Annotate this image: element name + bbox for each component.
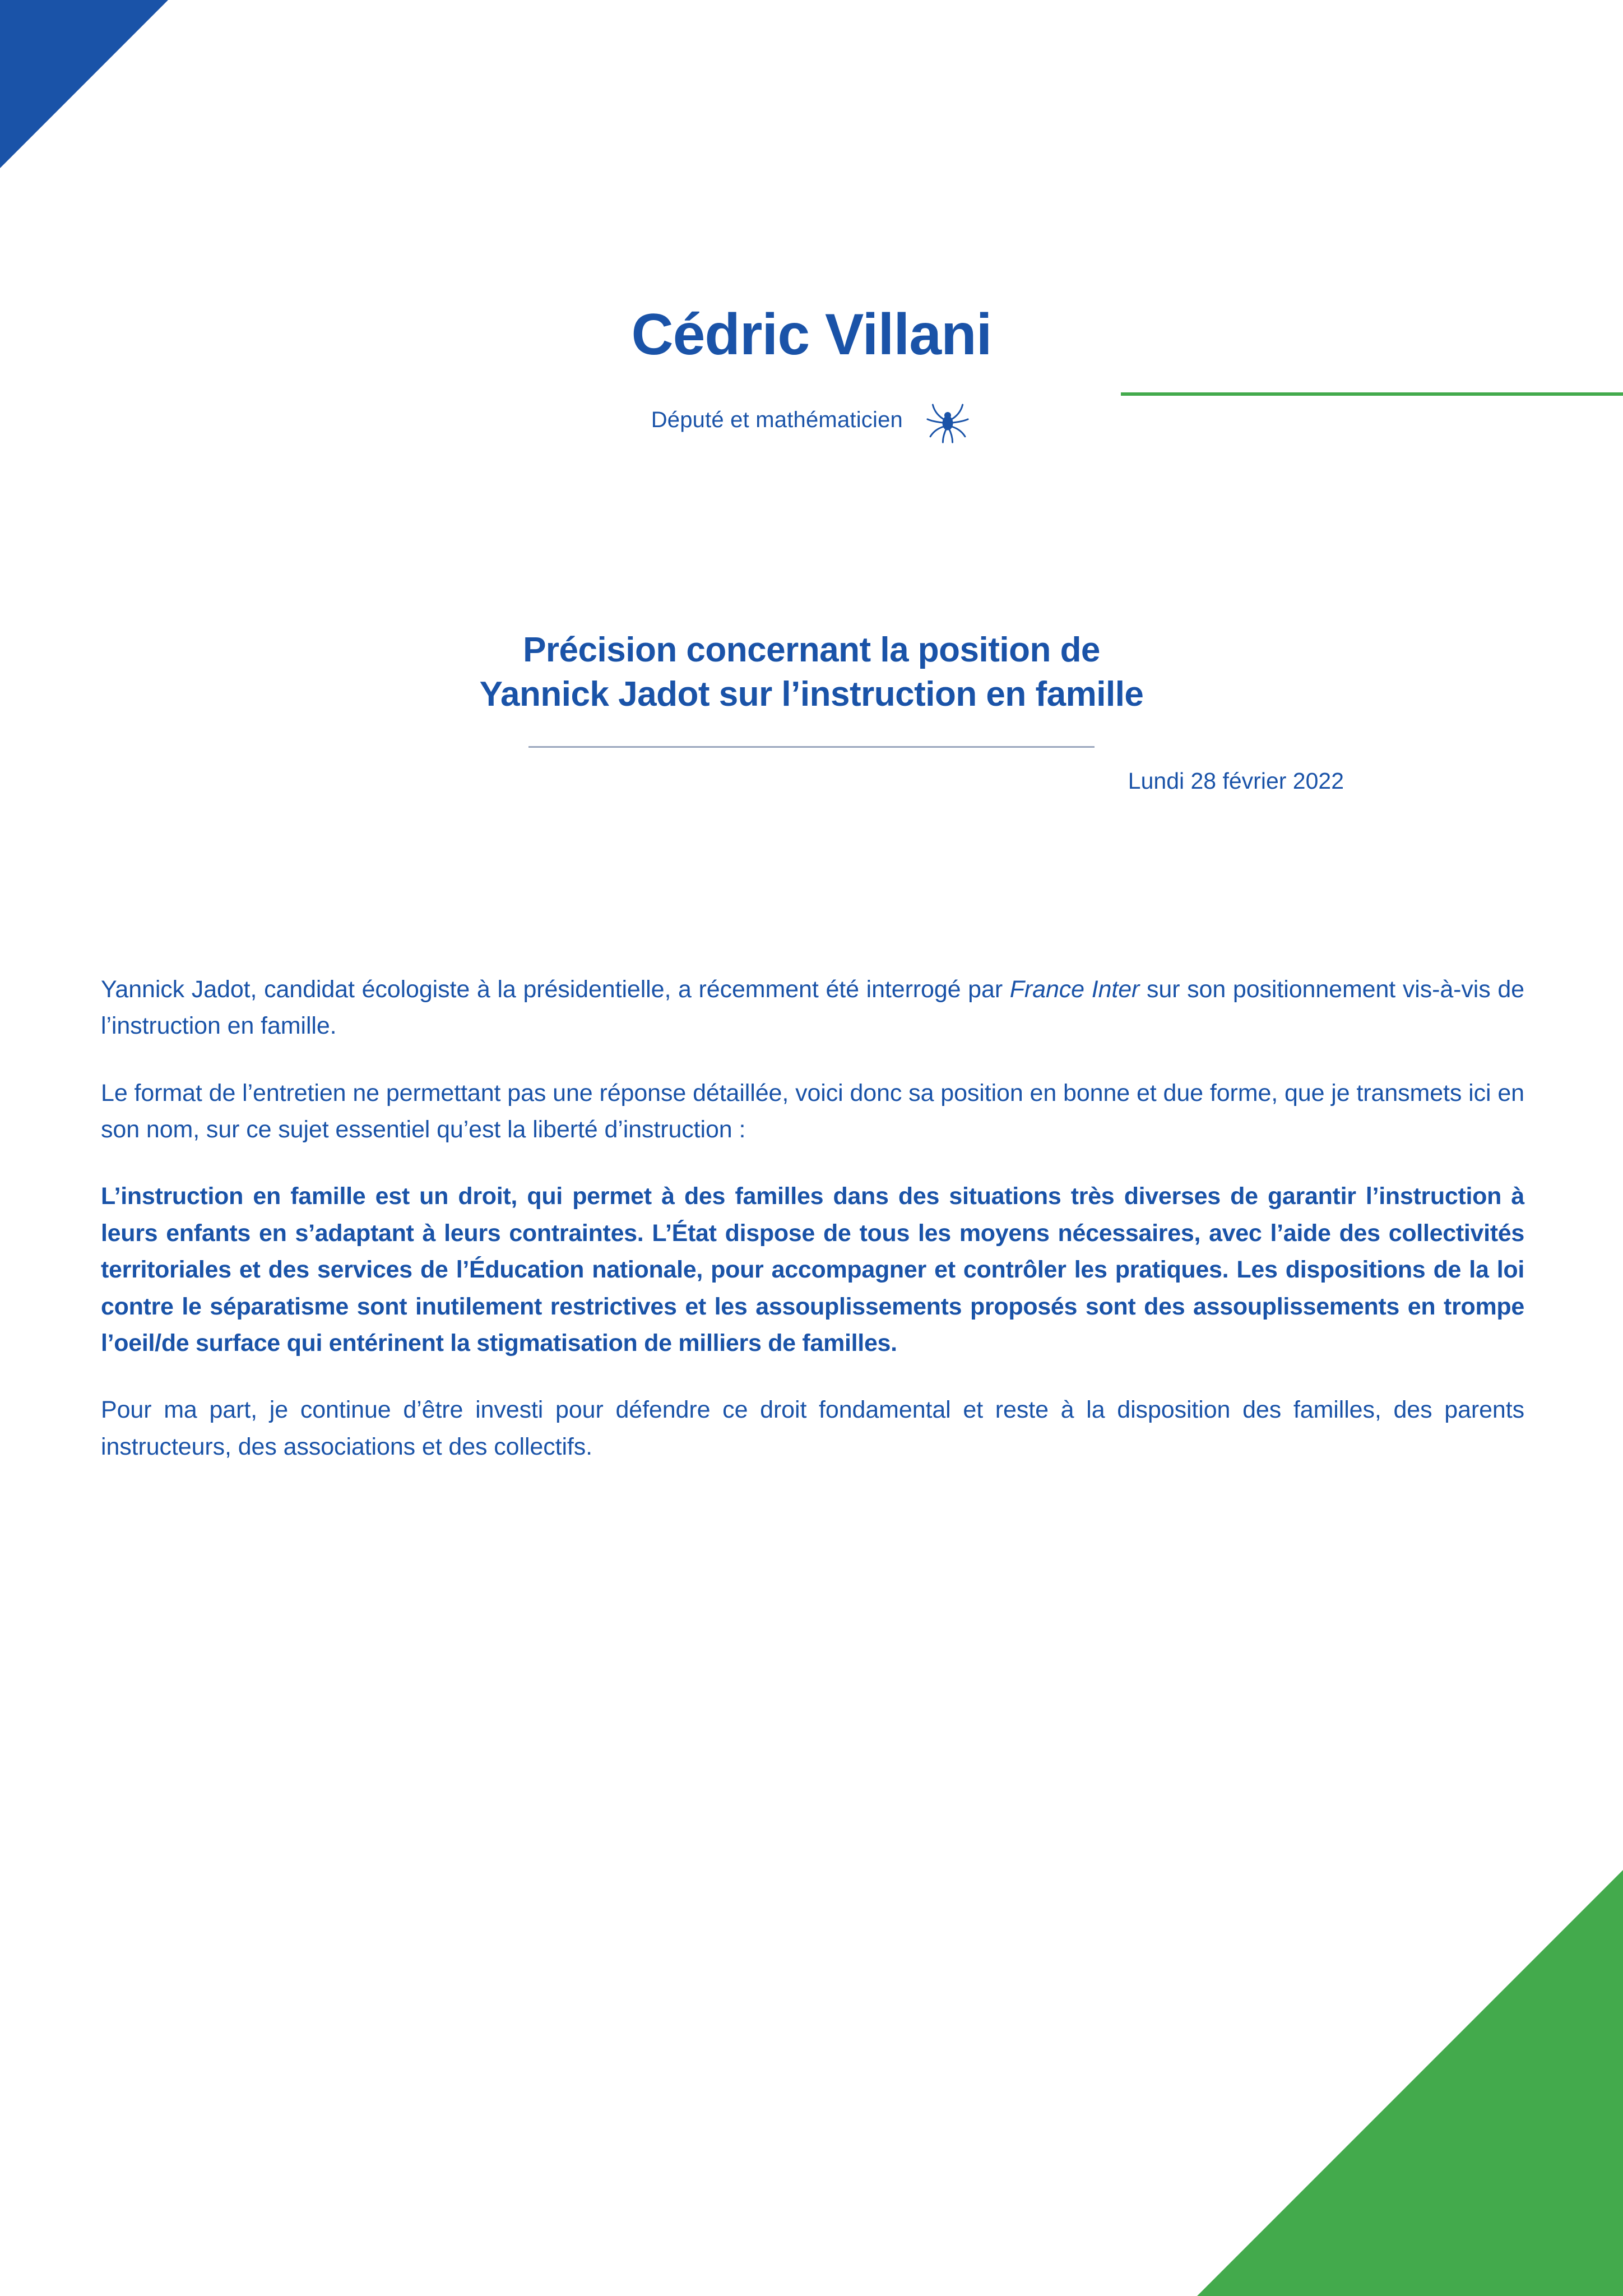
paragraph-3-statement: L’instruction en famille est un droit, qui permet à des familles dans des situations très diverses de garantir l’instruction à leurs enfants en s’adaptant à leurs contraintes. L’État dispose de tous les moyens nécessaires, avec l’aide des collectivités territoriales et des services de l’Éducation nationale, pour accompagner et contrôler les pratiques. Les dispositions de la loi contre le séparatisme sont inutilement restrictives et les assouplissements proposés sont des assouplissements en trompe l’oeil/de surface qui entérinent la stigmatisation de milliers de familles.	[101, 1183, 1524, 1357]
blue-corner-decoration	[0, 0, 168, 168]
paragraph-1-part-2: sur son positionnement vis-à-vis de l’instruction en famille.	[101, 976, 1524, 1040]
brand-subtitle: Député et mathématicien	[651, 407, 903, 432]
green-corner-decoration	[1197, 1870, 1623, 2296]
document-date: Lundi 28 février 2022	[1128, 767, 1344, 794]
title-divider	[528, 746, 1095, 748]
title-block	[0, 628, 1623, 794]
page-title	[0, 628, 1623, 717]
paragraph-2: Le format de l’entretien ne permettant pas une réponse détaillée, voici donc sa position en bonne et due forme, que je transmets ici en son nom, sur ce sujet essentiel qu’est la liberté d’instruction :	[101, 1079, 1524, 1144]
paragraph-1	[101, 971, 1524, 1045]
page-title-line-2: Yannick Jadot sur l’instruction en famille	[479, 675, 1144, 714]
document-body	[101, 947, 1524, 1465]
brand-subtitle-row	[0, 396, 1623, 444]
paragraph-1-part-1: Yannick Jadot, candidat écologiste à la présidentielle, a récemment été interrogé par	[101, 976, 1010, 1003]
brand-name: Cédric Villani	[631, 302, 992, 367]
publication-name: France Inter	[1009, 976, 1140, 1003]
paragraph-4: Pour ma part, je continue d’être investi pour défendre ce droit fondamental et reste à la disposition des familles, des parents instructeurs, des associations et des collectifs.	[101, 1396, 1524, 1460]
page-title-line-1: Précision concernant la position de	[523, 631, 1100, 669]
letterhead	[0, 303, 1623, 482]
spider-icon	[924, 398, 972, 446]
